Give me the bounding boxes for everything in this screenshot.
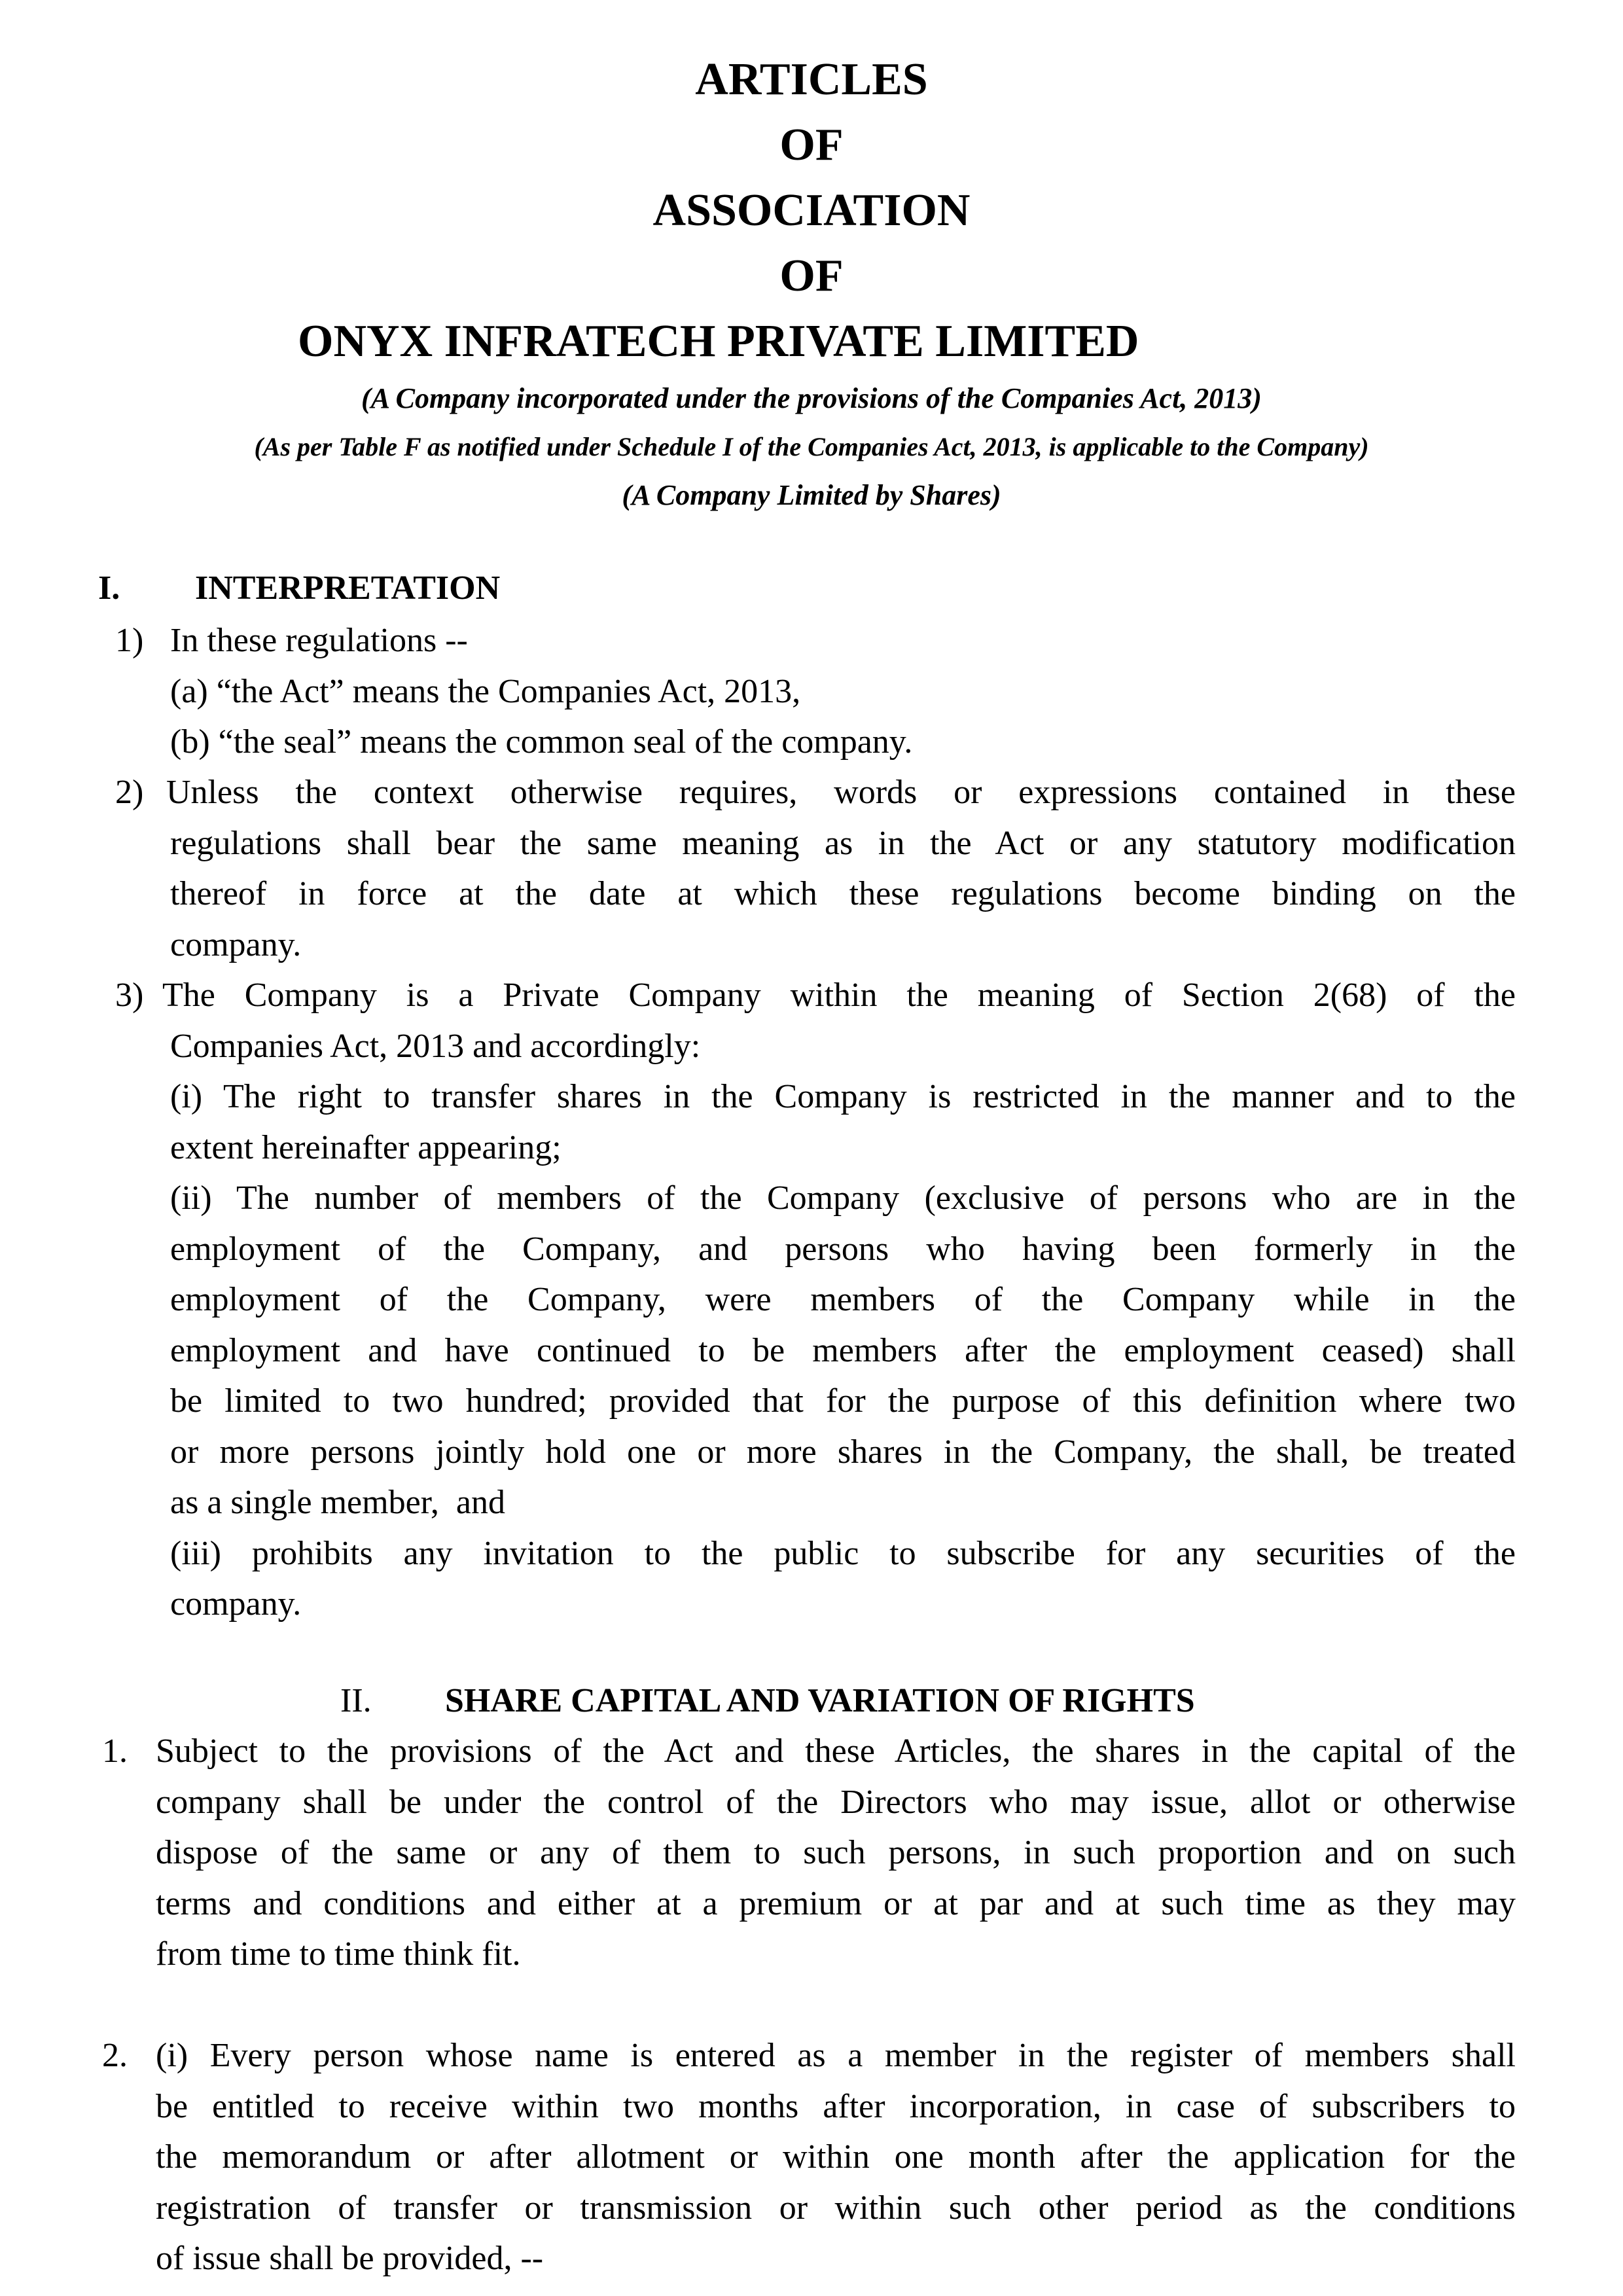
item-line: Subject to the provisions of the Act and these Articles, the shares in the capital of the [156,1732,1516,1770]
share-capital-item-1 [102,1726,1516,1980]
title-of-1: OF [779,120,844,170]
item-line: Companies Act, 2013 and accordingly: [170,1027,701,1065]
clause-ii-line: employment of the Company, were members of the Company while in the [170,1281,1516,1318]
clause-i-line: (i) The right to transfer shares in the Company is restricted in the manner and to the [170,1078,1516,1115]
item-line: terms and conditions and either at a premium or at par and at such time as they may [156,1884,1516,1922]
section-2-title: SHARE CAPITAL AND VARIATION OF RIGHTS [445,1682,1195,1719]
item-marker: 2) [115,774,144,811]
item-line: regulations shall bear the same meaning as in the Act or any statutory modification [170,824,1516,862]
item-marker: 2. [102,2037,128,2074]
clause-ii-line: as a single member, and [170,1484,505,1521]
subtitle-table-f: (As per Table F as notified under Schedule I of the Companies Act, 2013, is applicable to the Company) [254,432,1369,461]
title-articles: ARTICLES [695,54,928,105]
item-line: the memorandum or after allotment or within one month after the application for the [156,2138,1516,2176]
clause-iii-line: (iii) prohibits any invitation to the public to subscribe for any securities of the [170,1534,1516,1572]
clause-ii-line: or more persons jointly hold one or more shares in the Company, the shall, be treated [170,1433,1516,1471]
clause-iii-line: company. [170,1585,302,1623]
definition-act: (a) “the Act” means the Companies Act, 2013, [170,672,801,710]
section-1-title: INTERPRETATION [195,569,501,607]
clause-ii-line: (ii) The number of members of the Company (exclusive of persons who are in the [170,1179,1516,1217]
clause-ii-line: be limited to two hundred; provided that for the purpose of this definition where two [170,1382,1516,1420]
section-1-number: I. [98,569,120,607]
item-line: from time to time think fit. [156,1935,521,1973]
clause-ii-line: employment of the Company, and persons who having been formerly in the [170,1230,1516,1268]
item-line: dispose of the same or any of them to such persons, in such proportion and on such [156,1834,1516,1871]
item-marker: 1) [115,622,144,659]
item-text: In these regulations -- [170,622,468,659]
item-marker: 1. [102,1732,128,1770]
clause-ii-line: employment and have continued to be members after the employment ceased) shall [170,1331,1516,1369]
title-block [0,47,1623,520]
item-line: thereof in force at the date at which these regulations become binding on the [170,875,1516,912]
section-2-number: II. [340,1682,372,1719]
interpretation-item-2 [115,767,1516,970]
item-line: be entitled to receive within two months after incorporation, in case of subscribers to [156,2087,1516,2125]
interpretation-item-3 [115,970,1516,1630]
title-association: ASSOCIATION [652,185,971,236]
item-line: (i) Every person whose name is entered as a member in the register of members shall [156,2037,1516,2074]
item-marker: 3) [115,977,144,1014]
item-line: Unless the context otherwise requires, words or expressions contained in these [166,774,1516,811]
share-capital-item-2 [102,2030,1516,2284]
item-line: of issue shall be provided, -- [156,2240,544,2277]
subtitle-incorporated: (A Company incorporated under the provisions of the Companies Act, 2013) [361,382,1262,414]
definition-seal: (b) “the seal” means the common seal of the company. [170,723,913,761]
item-line: company. [170,925,302,963]
clause-i-line: extent hereinafter appearing; [170,1128,562,1166]
company-name: ONYX INFRATECH PRIVATE LIMITED [298,316,1139,367]
interpretation-item-1 [115,615,1516,768]
title-of-2: OF [779,251,844,301]
subtitle-limited-by-shares: (A Company Limited by Shares) [622,479,1001,511]
item-line: The Company is a Private Company within the meaning of Section 2(68) of the [162,977,1516,1014]
item-line: company shall be under the control of the Directors who may issue, allot or otherwise [156,1783,1516,1821]
item-line: registration of transfer or transmission or within such other period as the conditions [156,2189,1516,2227]
